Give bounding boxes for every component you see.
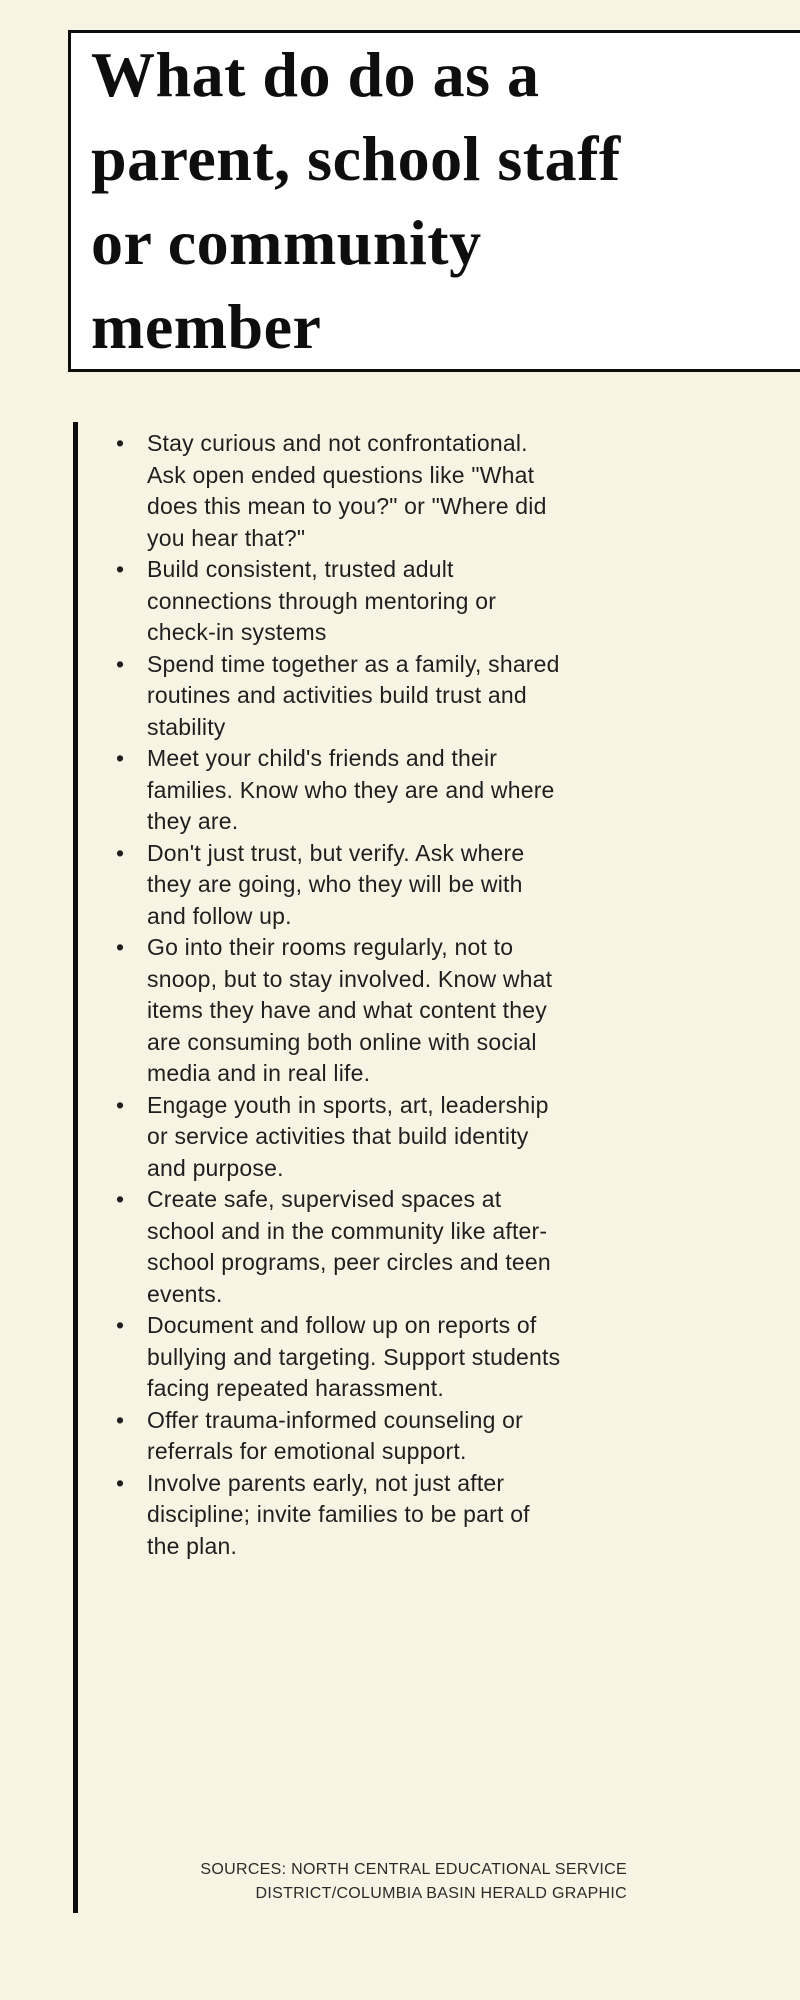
list-item-text: Document and follow up on reports of bullying and targeting. Support students facing repeated harassment. (147, 1312, 561, 1401)
page-title-line: parent, school staff (91, 123, 621, 194)
list-item-text: Go into their rooms regularly, not to snoop, but to stay involved. Know what items they have and what content they are consuming both online with social media and in real life. (147, 934, 553, 1086)
list-item (115, 838, 563, 933)
list-item-text: Engage youth in sports, art, leadership or service activities that build identity and purpose. (147, 1091, 549, 1181)
list-item-text: Build consistent, trusted adult connections through mentoring or check-in systems (147, 556, 497, 645)
list-item-text: Create safe, supervised spaces at school and in the community like after-school programs, peer circles and teen events. (147, 1186, 551, 1307)
bullet-icon (116, 1468, 124, 1500)
sources-credit-line: DISTRICT/COLUMBIA BASIN HERALD GRAPHIC (255, 1884, 627, 1902)
page-title-line: member (91, 291, 322, 362)
bullet-icon (116, 838, 124, 870)
bullet-icon (116, 743, 124, 775)
list-item (115, 1184, 563, 1310)
list-item (115, 428, 563, 554)
bullet-icon (116, 428, 124, 460)
list-item (115, 1310, 563, 1405)
list-item (115, 743, 563, 838)
list-item-text: Meet your child's friends and their families. Know who they are and where they are. (147, 745, 555, 834)
list-item (115, 1468, 563, 1563)
list-item-text: Offer trauma-informed counseling or referrals for emotional support. (147, 1406, 524, 1464)
page-title-line: or community (91, 207, 482, 278)
sources-credit-line: SOURCES: NORTH CENTRAL EDUCATIONAL SERVICE (200, 1861, 627, 1878)
list-item (115, 649, 563, 744)
bullet-icon (116, 1310, 124, 1342)
list-item-text: Don't just trust, but verify. Ask where they are going, who they will be with and follow up. (147, 839, 525, 929)
bullet-icon (116, 554, 124, 586)
list-item (115, 1405, 563, 1468)
title-box (68, 30, 800, 372)
bullet-icon (116, 1405, 124, 1437)
tips-list (115, 428, 563, 1562)
page-title-line: What do do as a (91, 39, 540, 110)
bullet-icon (116, 1184, 124, 1216)
list-item-text: Spend time together as a family, shared routines and activities build trust and stability (147, 650, 560, 740)
vertical-rule (73, 422, 78, 1913)
sources-credit (157, 1858, 627, 1905)
bullet-icon (116, 932, 124, 964)
page-title (91, 33, 783, 369)
list-item-text: Stay curious and not confrontational. Ask open ended questions like "What does this mean to you?" or "Where did you hear that?" (147, 430, 547, 551)
list-item-text: Involve parents early, not just after discipline; invite families to be part of the plan. (147, 1469, 530, 1559)
bullet-icon (116, 1090, 124, 1122)
bullet-icon (116, 649, 124, 681)
list-item (115, 1090, 563, 1185)
list-item (115, 554, 563, 649)
list-item (115, 932, 563, 1090)
